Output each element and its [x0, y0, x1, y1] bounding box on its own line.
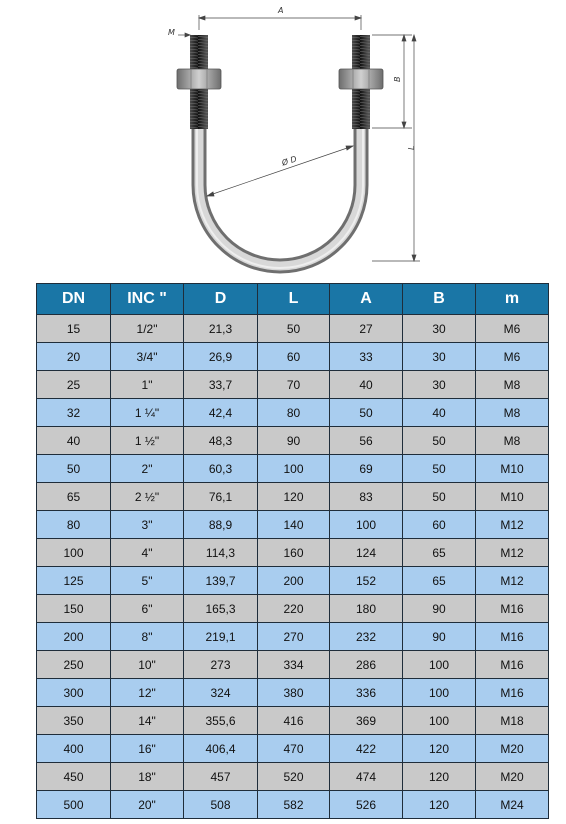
cell-d: 165,3 — [184, 595, 258, 623]
cell-b: 50 — [403, 455, 476, 483]
cell-l: 200 — [258, 567, 330, 595]
cell-l: 50 — [258, 315, 330, 343]
cell-inch: 5" — [111, 567, 184, 595]
header-l: L — [258, 284, 330, 315]
cell-m: M6 — [476, 343, 549, 371]
cell-inch: 3" — [111, 511, 184, 539]
cell-l: 60 — [258, 343, 330, 371]
cell-m: M12 — [476, 511, 549, 539]
cell-inch: 1" — [111, 371, 184, 399]
cell-inch: 6" — [111, 595, 184, 623]
cell-a: 474 — [330, 763, 403, 791]
cell-b: 50 — [403, 483, 476, 511]
cell-m: M10 — [476, 455, 549, 483]
cell-b: 65 — [403, 567, 476, 595]
cell-m: M16 — [476, 623, 549, 651]
cell-a: 33 — [330, 343, 403, 371]
cell-inch: 20" — [111, 791, 184, 819]
cell-dn: 500 — [37, 791, 111, 819]
cell-inch: 14" — [111, 707, 184, 735]
table-row — [37, 623, 549, 651]
table-row — [37, 763, 549, 791]
table-row — [37, 511, 549, 539]
cell-a: 27 — [330, 315, 403, 343]
cell-dn: 80 — [37, 511, 111, 539]
header-d: D — [184, 284, 258, 315]
cell-inch: 2 ½" — [111, 483, 184, 511]
cell-a: 526 — [330, 791, 403, 819]
cell-m: M20 — [476, 735, 549, 763]
u-bolt-spec-table — [36, 283, 549, 819]
right-nut — [339, 69, 383, 89]
cell-d: 114,3 — [184, 539, 258, 567]
cell-d: 76,1 — [184, 483, 258, 511]
cell-dn: 250 — [37, 651, 111, 679]
cell-m: M6 — [476, 315, 549, 343]
cell-b: 90 — [403, 595, 476, 623]
cell-m: M16 — [476, 595, 549, 623]
u-bolt-diagram — [0, 0, 566, 282]
cell-m: M18 — [476, 707, 549, 735]
cell-dn: 125 — [37, 567, 111, 595]
table-row — [37, 539, 549, 567]
table-row — [37, 595, 549, 623]
cell-d: 21,3 — [184, 315, 258, 343]
dimension-m-label: M — [168, 28, 175, 37]
cell-m: M10 — [476, 483, 549, 511]
cell-inch: 1 ¼" — [111, 399, 184, 427]
cell-a: 422 — [330, 735, 403, 763]
cell-inch: 8" — [111, 623, 184, 651]
cell-d: 139,7 — [184, 567, 258, 595]
u-bolt-drawing — [0, 0, 566, 282]
cell-b: 40 — [403, 399, 476, 427]
cell-dn: 200 — [37, 623, 111, 651]
cell-b: 120 — [403, 735, 476, 763]
table-row — [37, 371, 549, 399]
table-row — [37, 791, 549, 819]
cell-inch: 1/2" — [111, 315, 184, 343]
cell-dn: 32 — [37, 399, 111, 427]
table-row — [37, 315, 549, 343]
cell-inch: 3/4" — [111, 343, 184, 371]
dimension-m — [178, 33, 190, 37]
cell-d: 26,9 — [184, 343, 258, 371]
cell-dn: 20 — [37, 343, 111, 371]
cell-b: 30 — [403, 343, 476, 371]
cell-inch: 10" — [111, 651, 184, 679]
cell-a: 100 — [330, 511, 403, 539]
cell-a: 336 — [330, 679, 403, 707]
cell-dn: 40 — [37, 427, 111, 455]
cell-b: 30 — [403, 371, 476, 399]
table-row — [37, 651, 549, 679]
cell-a: 152 — [330, 567, 403, 595]
dimension-d-label: Ø D — [280, 154, 298, 168]
cell-inch: 1 ½" — [111, 427, 184, 455]
cell-inch: 18" — [111, 763, 184, 791]
cell-d: 88,9 — [184, 511, 258, 539]
cell-m: M20 — [476, 763, 549, 791]
cell-l: 220 — [258, 595, 330, 623]
cell-a: 40 — [330, 371, 403, 399]
cell-inch: 4" — [111, 539, 184, 567]
cell-a: 69 — [330, 455, 403, 483]
cell-dn: 150 — [37, 595, 111, 623]
cell-b: 100 — [403, 707, 476, 735]
cell-a: 369 — [330, 707, 403, 735]
cell-dn: 65 — [37, 483, 111, 511]
cell-m: M16 — [476, 651, 549, 679]
dimension-a-label: A — [278, 6, 284, 15]
cell-m: M16 — [476, 679, 549, 707]
cell-m: M8 — [476, 399, 549, 427]
table-row — [37, 399, 549, 427]
cell-l: 380 — [258, 679, 330, 707]
dimension-d — [207, 146, 353, 196]
cell-b: 60 — [403, 511, 476, 539]
cell-d: 273 — [184, 651, 258, 679]
header-dn: DN — [37, 284, 111, 315]
cell-dn: 450 — [37, 763, 111, 791]
cell-b: 90 — [403, 623, 476, 651]
cell-l: 90 — [258, 427, 330, 455]
cell-b: 100 — [403, 651, 476, 679]
table-row — [37, 483, 549, 511]
cell-inch: 16" — [111, 735, 184, 763]
cell-d: 60,3 — [184, 455, 258, 483]
cell-b: 120 — [403, 791, 476, 819]
cell-dn: 50 — [37, 455, 111, 483]
cell-l: 140 — [258, 511, 330, 539]
cell-d: 324 — [184, 679, 258, 707]
cell-l: 270 — [258, 623, 330, 651]
cell-d: 219,1 — [184, 623, 258, 651]
cell-d: 355,6 — [184, 707, 258, 735]
table-body — [37, 315, 549, 819]
cell-m: M24 — [476, 791, 549, 819]
cell-m: M12 — [476, 539, 549, 567]
cell-b: 30 — [403, 315, 476, 343]
cell-m: M8 — [476, 427, 549, 455]
left-nut — [177, 69, 221, 89]
table-row — [37, 567, 549, 595]
header-a: A — [330, 284, 403, 315]
dimension-a — [199, 15, 361, 30]
cell-a: 56 — [330, 427, 403, 455]
cell-dn: 400 — [37, 735, 111, 763]
cell-b: 50 — [403, 427, 476, 455]
cell-a: 50 — [330, 399, 403, 427]
cell-l: 120 — [258, 483, 330, 511]
cell-d: 457 — [184, 763, 258, 791]
table-row — [37, 735, 549, 763]
dimension-l-label: L — [407, 145, 416, 150]
cell-d: 42,4 — [184, 399, 258, 427]
table-row — [37, 679, 549, 707]
cell-dn: 15 — [37, 315, 111, 343]
cell-l: 100 — [258, 455, 330, 483]
cell-dn: 300 — [37, 679, 111, 707]
cell-inch: 12" — [111, 679, 184, 707]
cell-a: 232 — [330, 623, 403, 651]
header-inch: INC " — [111, 284, 184, 315]
table-row — [37, 427, 549, 455]
cell-d: 33,7 — [184, 371, 258, 399]
cell-dn: 25 — [37, 371, 111, 399]
cell-m: M8 — [476, 371, 549, 399]
cell-m: M12 — [476, 567, 549, 595]
cell-a: 180 — [330, 595, 403, 623]
cell-l: 70 — [258, 371, 330, 399]
cell-l: 80 — [258, 399, 330, 427]
cell-l: 160 — [258, 539, 330, 567]
header-b: B — [403, 284, 476, 315]
cell-b: 100 — [403, 679, 476, 707]
cell-inch: 2" — [111, 455, 184, 483]
cell-a: 286 — [330, 651, 403, 679]
table-header-row — [37, 284, 549, 315]
cell-l: 582 — [258, 791, 330, 819]
cell-dn: 100 — [37, 539, 111, 567]
cell-dn: 350 — [37, 707, 111, 735]
cell-b: 120 — [403, 763, 476, 791]
cell-l: 520 — [258, 763, 330, 791]
cell-a: 124 — [330, 539, 403, 567]
header-m: m — [476, 284, 549, 315]
cell-d: 48,3 — [184, 427, 258, 455]
cell-d: 406,4 — [184, 735, 258, 763]
cell-l: 334 — [258, 651, 330, 679]
table-row — [37, 455, 549, 483]
cell-d: 508 — [184, 791, 258, 819]
table-row — [37, 707, 549, 735]
dimension-b-label: B — [393, 76, 402, 82]
cell-b: 65 — [403, 539, 476, 567]
cell-a: 83 — [330, 483, 403, 511]
cell-l: 470 — [258, 735, 330, 763]
table-row — [37, 343, 549, 371]
cell-l: 416 — [258, 707, 330, 735]
